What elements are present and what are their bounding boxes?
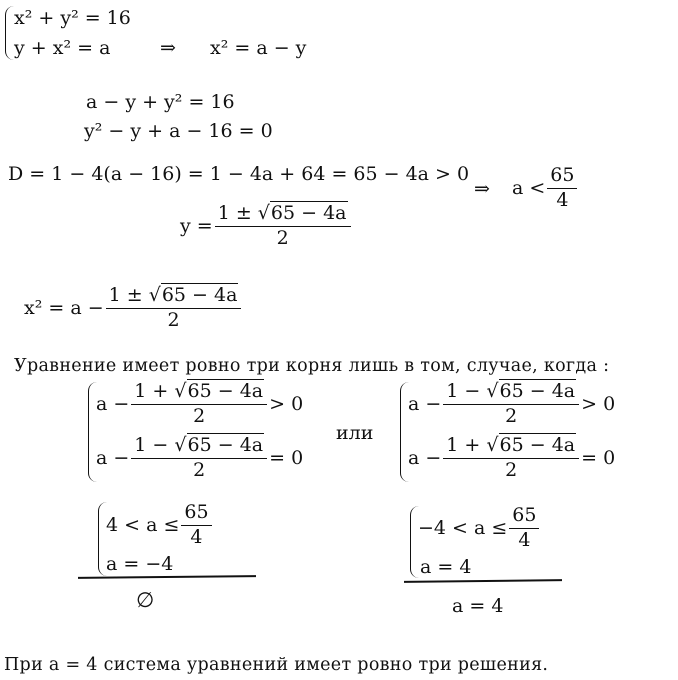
case2-row1 — [408, 382, 615, 427]
case1-row2-suffix: = 0 — [269, 446, 304, 469]
quadratic-line: y² − y + a − 16 = 0 — [84, 120, 273, 142]
case1-row2-num-prefix: 1 − — [134, 434, 169, 456]
case1-row2-denominator: 2 — [193, 458, 206, 481]
fraction-numerator: 65 — [547, 166, 577, 189]
case1-row2 — [96, 436, 303, 481]
case2-simplified-denominator: 4 — [518, 528, 531, 551]
implies-arrow: ⇒ — [160, 37, 176, 59]
system-eq1: x² + y² = 16 — [14, 7, 131, 29]
case1-simplified-denominator: 4 — [190, 525, 203, 548]
case1-row1-num-prefix: 1 + — [134, 380, 169, 402]
case2-row2-fraction: $\frac{1 + √65 - 4a}{2}$ — [443, 436, 579, 481]
case1-simplified-row1 — [106, 503, 214, 548]
case1-simplified-row2: a = −4 — [106, 553, 174, 575]
case2-row2-num-prefix: 1 + — [446, 434, 481, 456]
case1-row1-denominator: 2 — [193, 404, 206, 427]
y-formula-left: y = — [180, 214, 213, 237]
case2-simplified-row2: a = 4 — [420, 556, 472, 578]
y-formula — [180, 204, 353, 249]
case2-row2 — [408, 436, 615, 481]
case1-row1-fraction: $\frac{1 + √65 - 4a}{2}$ — [131, 382, 267, 427]
x-squared-result: x² = a − y — [210, 37, 307, 59]
case2-simplified-prefix: −4 < a ≤ — [418, 516, 508, 539]
case2-row2-suffix: = 0 — [581, 446, 616, 469]
fraction-65-4 — [547, 166, 577, 211]
statement-text: Уравнение имеет ровно три корня лишь в том, случае, когда : — [14, 356, 610, 376]
implies-arrow-2: ⇒ — [474, 178, 490, 200]
case1-simplified-numerator: 65 — [181, 503, 211, 526]
fraction-denominator: 4 — [556, 188, 569, 211]
x-fraction: $\frac{1 \pm √65 - 4a}{2}$ — [106, 286, 242, 331]
case2-row1-denominator: 2 — [505, 404, 518, 427]
case1-row1-prefix: a − — [96, 392, 130, 415]
x-denominator: 2 — [167, 308, 180, 331]
case2-row2-radicand: 65 − 4a — [499, 434, 576, 456]
case2-simplified-fraction — [509, 506, 539, 551]
case1-row1-radicand: 65 − 4a — [187, 380, 264, 402]
case2-simplified-numerator: 65 — [509, 506, 539, 529]
y-denominator: 2 — [276, 226, 289, 249]
case2-row1-num-prefix: 1 − — [446, 380, 481, 402]
case1-row2-prefix: a − — [96, 446, 130, 469]
a-equals-4-result: a = 4 — [452, 595, 504, 617]
case2-underline — [404, 579, 562, 583]
discriminant-line: D = 1 − 4(a − 16) = 1 − 4a + 64 = 65 − 4a > 0 — [8, 163, 470, 185]
case1-row2-radicand: 65 − 4a — [187, 434, 264, 456]
empty-set-result: ∅ — [136, 588, 155, 612]
case2-row1-fraction: $\frac{1 - √65 - 4a}{2}$ — [443, 382, 579, 427]
y-radicand: 65 − 4a — [270, 202, 347, 224]
y-num-prefix: 1 ± — [217, 202, 252, 224]
conclusion-text: При a = 4 система уравнений имеет ровно три решения. — [4, 655, 549, 675]
a-condition — [512, 166, 579, 211]
case2-row1-radicand: 65 − 4a — [499, 380, 576, 402]
case2-row1-suffix: > 0 — [581, 392, 616, 415]
case2-row2-prefix: a − — [408, 446, 442, 469]
a-condition-left: a < — [512, 176, 546, 199]
or-word: или — [336, 422, 374, 444]
substitution-line: a − y + y² = 16 — [86, 91, 235, 113]
case1-row1 — [96, 382, 303, 427]
case2-simplified-row1 — [418, 506, 541, 551]
x-num-prefix: 1 ± — [108, 284, 143, 306]
x-formula-left: x² = a − — [24, 296, 104, 319]
case1-row2-fraction: $\frac{1 - √65 - 4a}{2}$ — [131, 436, 267, 481]
system-eq2: y + x² = a — [14, 37, 111, 59]
case2-row2-denominator: 2 — [505, 458, 518, 481]
y-fraction: $\frac{1 \pm √65 - 4a}{2}$ — [215, 204, 351, 249]
case2-row1-prefix: a − — [408, 392, 442, 415]
case1-simplified-prefix: 4 < a ≤ — [106, 513, 180, 536]
case1-simplified-fraction — [181, 503, 211, 548]
case1-row1-suffix: > 0 — [269, 392, 304, 415]
x-radicand: 65 − 4a — [161, 284, 238, 306]
x-formula — [24, 286, 243, 331]
system-brace — [5, 6, 14, 60]
